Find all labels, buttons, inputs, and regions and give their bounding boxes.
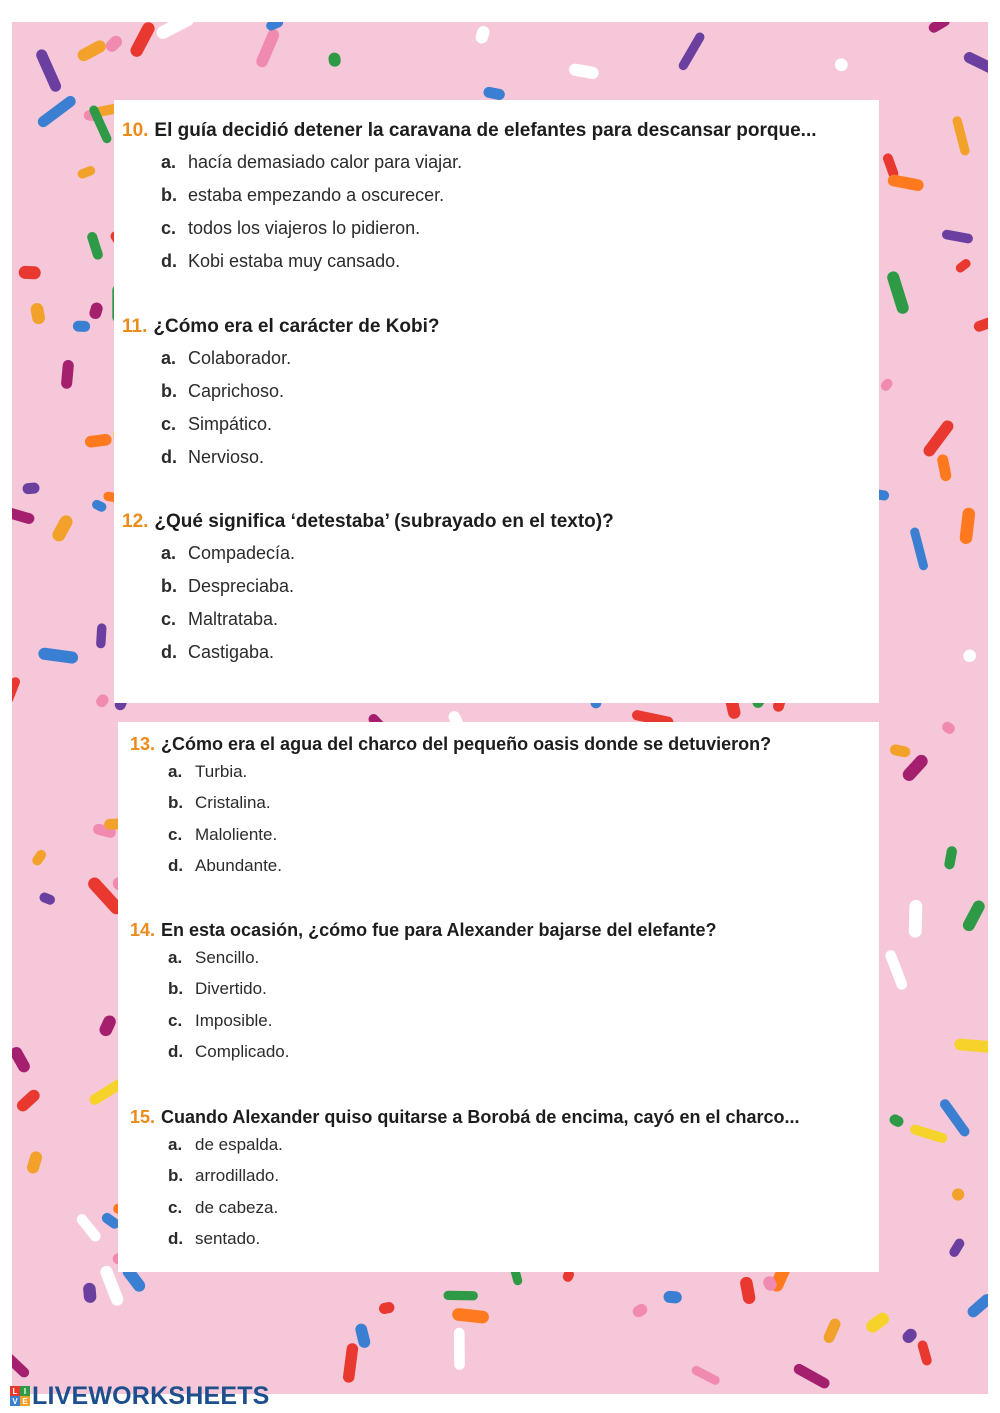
sprinkle [938, 1097, 971, 1138]
sprinkle [454, 1328, 465, 1370]
option-text: Turbia. [195, 762, 248, 781]
option-list [114, 543, 879, 675]
option-text: Despreciaba. [188, 576, 295, 596]
option-d[interactable] [168, 1229, 879, 1260]
option-text: Kobi estaba muy cansado. [188, 251, 401, 271]
option-letter: c. [168, 1010, 183, 1030]
sprinkle [12, 506, 36, 525]
option-list [114, 348, 879, 480]
option-text: Colaborador. [188, 348, 292, 368]
question-text: ¿Qué significa ‘detestaba’ (subrayado en el texto)? [154, 511, 614, 532]
option-c[interactable] [168, 1198, 879, 1229]
sprinkle [822, 1317, 842, 1345]
option-text: arrodillado. [195, 1166, 280, 1186]
sprinkle [76, 165, 96, 180]
sprinkle [879, 377, 894, 393]
question-text: Cuando Alexander quiso quitarse a Borobá de encima, cayó en el charco... [161, 1107, 800, 1127]
sprinkle [568, 63, 600, 80]
sprinkle [22, 482, 40, 495]
option-list [118, 1135, 879, 1260]
sprinkle [328, 52, 342, 68]
sprinkle [663, 1290, 682, 1303]
option-a[interactable] [168, 948, 879, 979]
question-text: En esta ocasión, ¿cómo fue para Alexander bajarse del elefante? [161, 920, 717, 940]
option-b[interactable] [168, 979, 879, 1010]
option-text: sentado. [195, 1228, 261, 1248]
option-text: Caprichoso. [188, 381, 285, 401]
question-heading [118, 1107, 879, 1128]
option-a[interactable] [168, 762, 879, 793]
option-letter: c. [168, 1197, 183, 1217]
option-text: Maloliente. [195, 824, 278, 844]
sprinkle [677, 31, 706, 72]
option-text: Compadecía. [188, 543, 296, 563]
sprinkle [97, 1013, 117, 1038]
option-letter: c. [161, 414, 177, 434]
sprinkle [154, 22, 196, 41]
sprinkle [864, 1310, 892, 1335]
sprinkle [12, 1045, 32, 1075]
option-text: Divertido. [195, 979, 267, 999]
logo-mark-icon [10, 1386, 30, 1406]
question-text: El guía decidió detener la caravana de elefantes para descansar porque... [154, 120, 817, 141]
sprinkle [103, 33, 124, 54]
option-letter: d. [168, 1228, 184, 1248]
question-heading [118, 734, 879, 755]
sprinkle [88, 301, 104, 320]
option-letter: b. [168, 979, 184, 999]
sprinkle [965, 1292, 988, 1320]
option-letter: d. [168, 1041, 184, 1061]
option-d[interactable] [161, 642, 879, 675]
option-a[interactable] [161, 348, 879, 381]
sprinkle [944, 845, 958, 870]
sprinkle [128, 22, 157, 59]
option-list [114, 152, 879, 284]
question-12 [114, 511, 879, 675]
option-d[interactable] [168, 856, 879, 887]
question-11 [114, 316, 879, 480]
option-letter: b. [161, 576, 177, 596]
option-d[interactable] [168, 1042, 879, 1073]
sprinkle [86, 231, 104, 261]
sprinkle [50, 513, 75, 544]
sprinkle [452, 1307, 490, 1324]
sprinkle [884, 949, 909, 992]
option-text: Nervioso. [188, 447, 265, 467]
sprinkle [34, 48, 63, 94]
sprinkle [954, 1038, 988, 1053]
question-text: ¿Cómo era el agua del charco del pequeño oasis donde se detuvieron? [161, 734, 772, 754]
option-text: Maltrataba. [188, 609, 279, 629]
question-heading [114, 316, 879, 338]
sprinkle [917, 1339, 933, 1366]
question-14 [118, 920, 879, 1073]
option-letter: b. [168, 1166, 184, 1186]
question-number: 10. [122, 120, 149, 141]
option-list [118, 762, 879, 887]
option-letter: d. [161, 642, 177, 662]
option-letter: a. [161, 543, 177, 563]
option-text: hacía demasiado calor para viajar. [188, 152, 463, 172]
option-letter: a. [168, 762, 183, 781]
question-15 [118, 1107, 879, 1260]
sprinkle [342, 1343, 358, 1384]
option-a[interactable] [161, 152, 879, 185]
question-heading [114, 120, 879, 142]
question-number: 15. [130, 1107, 156, 1127]
option-letter: a. [161, 348, 177, 368]
sprinkle [940, 720, 957, 736]
option-text: Imposible. [195, 1010, 273, 1030]
option-text: estaba empezando a oscurecer. [188, 185, 445, 205]
option-c[interactable] [168, 825, 879, 856]
sprinkle [30, 848, 48, 867]
sprinkle [961, 898, 987, 933]
sprinkle [12, 1349, 31, 1379]
option-letter: c. [161, 218, 177, 238]
logo-mark-letter: L [10, 1386, 20, 1396]
sprinkle [888, 1112, 906, 1128]
question-card-1 [114, 100, 879, 703]
sprinkle [14, 1087, 42, 1114]
option-letter: b. [168, 793, 184, 813]
option-letter: a. [161, 152, 177, 172]
liveworksheets-logo[interactable] [10, 1381, 270, 1411]
logo-mark-letter: E [20, 1396, 30, 1406]
sprinkle [962, 648, 978, 663]
question-heading [118, 920, 879, 941]
sprinkle [75, 38, 108, 63]
sprinkle [443, 1291, 478, 1301]
option-letter: d. [168, 855, 184, 875]
sprinkle [73, 320, 91, 332]
sprinkle [941, 229, 974, 244]
sprinkle [832, 56, 850, 74]
option-d[interactable] [161, 251, 879, 284]
sprinkle [921, 418, 956, 459]
sprinkle [378, 1301, 396, 1315]
option-text: de cabeza. [195, 1197, 279, 1217]
logo-mark-letter: I [20, 1386, 30, 1396]
option-letter: a. [168, 948, 183, 967]
sprinkle [94, 692, 111, 709]
option-text: Castigaba. [188, 642, 275, 662]
option-text: Simpático. [188, 414, 273, 434]
sprinkle [909, 1123, 949, 1144]
question-number: 14. [130, 920, 156, 940]
sprinkle [936, 453, 952, 482]
sprinkle [83, 1282, 97, 1303]
sprinkle [927, 22, 952, 35]
sprinkle [61, 359, 75, 389]
sprinkle [792, 1362, 832, 1390]
sprinkle [900, 1326, 919, 1345]
option-letter: b. [161, 381, 177, 401]
sprinkle [18, 266, 41, 280]
sprinkle [254, 27, 281, 69]
sprinkle [38, 647, 79, 664]
option-text: todos los viajeros lo pidieron. [188, 218, 421, 238]
option-c[interactable] [161, 609, 879, 642]
sprinkle [354, 1322, 371, 1349]
question-text: ¿Cómo era el carácter de Kobi? [153, 316, 440, 337]
option-c[interactable] [161, 218, 879, 251]
sprinkle [886, 270, 911, 315]
sprinkle [12, 676, 21, 705]
sprinkle [954, 257, 972, 274]
sprinkle [972, 314, 988, 333]
sprinkle [887, 174, 925, 192]
option-b[interactable] [168, 793, 879, 824]
sprinkle [739, 1276, 756, 1305]
sprinkle [690, 1364, 721, 1386]
option-letter: c. [168, 824, 183, 844]
sprinkle [950, 1186, 967, 1203]
sprinkle [948, 1237, 967, 1259]
question-10 [114, 120, 879, 284]
sprinkle [75, 1212, 103, 1244]
option-a[interactable] [168, 1135, 879, 1166]
sprinkle [25, 1150, 43, 1175]
option-c[interactable] [161, 414, 879, 447]
sprinkle [474, 24, 491, 45]
sprinkle [96, 623, 107, 648]
option-b[interactable] [161, 381, 879, 414]
sprinkle [30, 302, 46, 325]
sprinkle [889, 743, 911, 758]
option-b[interactable] [168, 1166, 879, 1197]
question-card-2 [118, 722, 879, 1272]
option-text: Sencillo. [195, 948, 260, 967]
option-d[interactable] [161, 447, 879, 480]
sprinkle [36, 94, 78, 129]
option-letter: c. [161, 609, 177, 629]
sprinkle [38, 891, 56, 906]
sprinkle [909, 900, 923, 938]
option-text: Cristalina. [195, 793, 271, 813]
option-list [118, 948, 879, 1073]
question-number: 13. [130, 734, 156, 754]
sprinkle [952, 115, 971, 156]
logo-text: LIVEWORKSHEETS [32, 1381, 270, 1410]
sprinkle [962, 50, 988, 77]
question-13 [118, 734, 879, 887]
sprinkle [84, 433, 112, 448]
logo-mark-letter: V [10, 1396, 20, 1406]
question-number: 12. [122, 511, 149, 532]
sprinkle [909, 527, 929, 572]
option-letter: d. [161, 251, 177, 271]
sprinkle [959, 507, 976, 545]
option-c[interactable] [168, 1011, 879, 1042]
option-text: de espalda. [195, 1135, 283, 1154]
option-text: Abundante. [195, 855, 282, 875]
option-text: Complicado. [195, 1041, 290, 1061]
option-letter: d. [161, 447, 177, 467]
option-letter: b. [161, 185, 177, 205]
question-heading [114, 511, 879, 533]
question-number: 11. [122, 316, 148, 337]
option-a[interactable] [161, 543, 879, 576]
sprinkle [483, 86, 506, 101]
option-b[interactable] [161, 576, 879, 609]
sprinkle [90, 498, 108, 513]
option-letter: a. [168, 1135, 183, 1154]
option-b[interactable] [161, 185, 879, 218]
sprinkle [631, 1302, 650, 1320]
